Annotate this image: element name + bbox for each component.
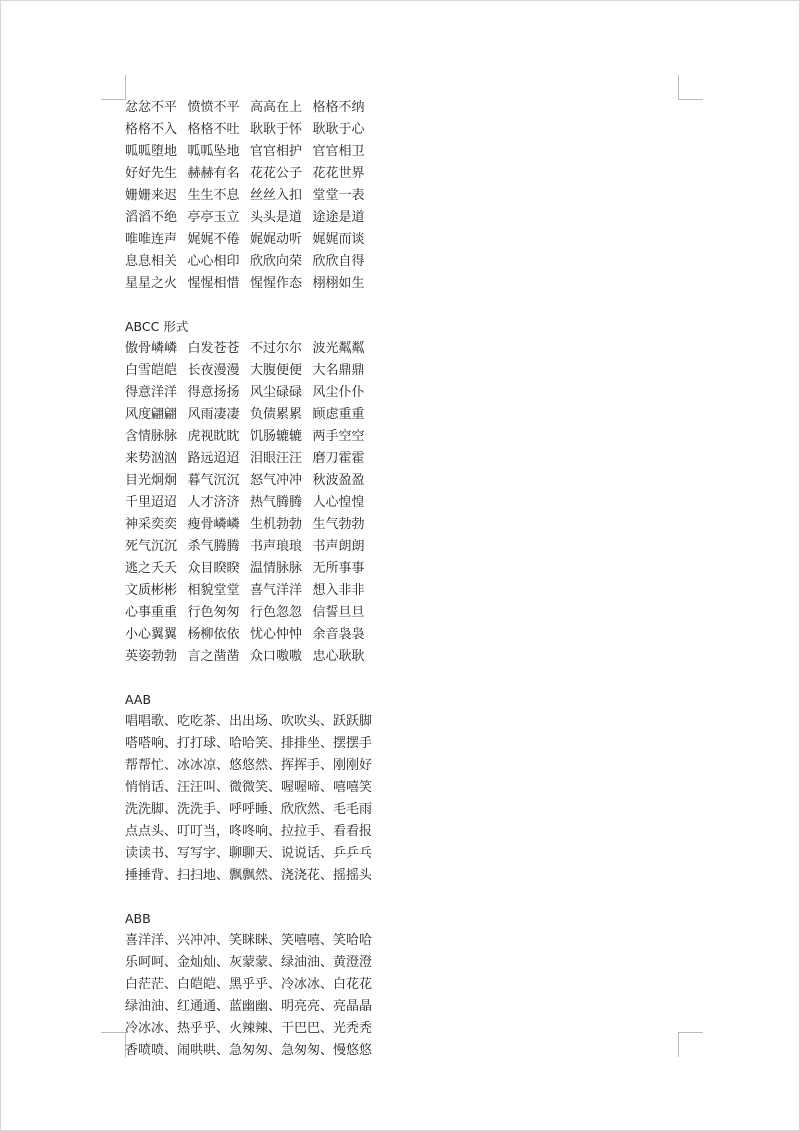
idiom-item: 姗姗来迟 (125, 188, 178, 203)
idiom-item: 负债累累 (250, 407, 303, 422)
idiom-item: 死气沉沉 (125, 539, 178, 554)
idiom-item: 两手空空 (312, 429, 365, 444)
idiom-item: 目光炯炯 (125, 473, 178, 488)
idiom-row (125, 163, 685, 185)
idiom-item: 得意洋洋 (125, 385, 178, 400)
idiom-item: 丝丝入扣 (250, 188, 303, 203)
idiom-item: 风雨凄凄 (187, 407, 240, 422)
idiom-row (125, 273, 685, 295)
idiom-item: 高高在上 (250, 100, 303, 115)
word-line: 点点头、叮叮当，咚咚响、拉拉手、看看报 (125, 824, 373, 839)
idiom-item: 书声琅琅 (250, 539, 303, 554)
idiom-item: 呱呱堕地 (125, 144, 178, 159)
idiom-item: 心心相印 (187, 254, 240, 269)
idiom-row (125, 229, 685, 251)
idiom-item: 温情脉脉 (250, 561, 303, 576)
idiom-item: 无所事事 (312, 561, 365, 576)
idiom-row (125, 251, 685, 273)
idiom-item: 栩栩如生 (312, 276, 365, 291)
idiom-item: 顾虑重重 (312, 407, 365, 422)
idiom-item: 相貌堂堂 (187, 583, 240, 598)
idiom-item: 格格不入 (125, 122, 178, 137)
section-heading-abcc: ABCC 形式 (125, 319, 189, 334)
idiom-item: 泪眼汪汪 (250, 451, 303, 466)
idiom-item: 众口嗷嗷 (250, 649, 303, 664)
word-line: 洗洗脚、洗洗手、呼呼睡、欣欣然、毛毛雨 (125, 802, 373, 817)
idiom-item: 喜气洋洋 (250, 583, 303, 598)
idiom-row (125, 338, 685, 360)
idiom-item: 逃之夭夭 (125, 561, 178, 576)
idiom-item: 官官相卫 (312, 144, 365, 159)
idiom-item: 星星之火 (125, 276, 178, 291)
idiom-item: 想入非非 (312, 583, 365, 598)
idiom-item: 英姿勃勃 (125, 649, 178, 664)
idiom-item: 人才济济 (187, 495, 240, 510)
idiom-item: 行色匆匆 (187, 605, 240, 620)
idiom-row (125, 646, 685, 668)
idiom-row (125, 97, 685, 119)
idiom-item: 不过尔尔 (250, 341, 303, 356)
idiom-item: 花花公子 (250, 166, 303, 181)
idiom-section-aabb (125, 97, 685, 295)
idiom-item: 欣欣自得 (312, 254, 365, 269)
idiom-item: 怒气冲冲 (250, 473, 303, 488)
idiom-item: 愤愤不平 (187, 100, 240, 115)
idiom-row (125, 207, 685, 229)
idiom-item: 惺惺作态 (250, 276, 303, 291)
idiom-item: 耿耿于心 (312, 122, 365, 137)
idiom-item: 白雪皑皑 (125, 363, 178, 378)
idiom-item: 忧心忡忡 (250, 627, 303, 642)
idiom-item: 余音袅袅 (312, 627, 365, 642)
idiom-item: 途途是道 (312, 210, 365, 225)
word-line: 读读书、写写字、聊聊天、说说话、乒乒乓 (125, 846, 373, 861)
idiom-item: 风度翩翩 (125, 407, 178, 422)
idiom-item: 白发苍苍 (187, 341, 240, 356)
idiom-item: 长夜漫漫 (187, 363, 240, 378)
idiom-item: 众目睽睽 (187, 561, 240, 576)
idiom-item: 杨柳依依 (187, 627, 240, 642)
idiom-item: 风尘碌碌 (250, 385, 303, 400)
idiom-row (125, 360, 685, 382)
idiom-item: 小心翼翼 (125, 627, 178, 642)
word-section-abb (125, 930, 685, 1062)
word-line: 白茫茫、白皑皑、黑乎乎、冷冰冰、白花花 (125, 977, 373, 992)
idiom-item: 忿忿不平 (125, 100, 178, 115)
idiom-item: 惺惺相惜 (187, 276, 240, 291)
idiom-item: 虎视眈眈 (187, 429, 240, 444)
idiom-item: 呱呱坠地 (187, 144, 240, 159)
idiom-item: 波光粼粼 (312, 341, 365, 356)
idiom-item: 花花世界 (312, 166, 365, 181)
idiom-item: 信誓旦旦 (312, 605, 365, 620)
idiom-row (125, 185, 685, 207)
idiom-item: 娓娓不倦 (187, 232, 240, 247)
word-line: 绿油油、红通通、蓝幽幽、明亮亮、亮晶晶 (125, 999, 373, 1014)
idiom-item: 滔滔不绝 (125, 210, 178, 225)
idiom-item: 磨刀霍霍 (312, 451, 365, 466)
document-body (125, 97, 685, 1062)
word-line: 喜洋洋、兴冲冲、笑眯眯、笑嘻嘻、笑哈哈 (125, 933, 373, 948)
idiom-item: 生机勃勃 (250, 517, 303, 532)
idiom-item: 心事重重 (125, 605, 178, 620)
idiom-row (125, 141, 685, 163)
idiom-item: 息息相关 (125, 254, 178, 269)
idiom-row (125, 536, 685, 558)
idiom-row (125, 470, 685, 492)
idiom-item: 暮气沉沉 (187, 473, 240, 488)
idiom-item: 耿耿于怀 (250, 122, 303, 137)
idiom-item: 来势汹汹 (125, 451, 178, 466)
word-line: 唱唱歌、吃吃茶、出出场、吹吹头、跃跃脚 (125, 714, 373, 729)
idiom-item: 生生不息 (187, 188, 240, 203)
idiom-row (125, 602, 685, 624)
word-line: 冷冰冰、热乎乎、火辣辣、干巴巴、光秃秃 (125, 1021, 373, 1036)
word-section-aab (125, 711, 685, 887)
section-heading-abb: ABB (125, 911, 151, 926)
idiom-item: 神采奕奕 (125, 517, 178, 532)
idiom-row (125, 404, 685, 426)
idiom-item: 行色忽忽 (250, 605, 303, 620)
idiom-item: 傲骨嶙嶙 (125, 341, 178, 356)
idiom-item: 千里迢迢 (125, 495, 178, 510)
idiom-item: 头头是道 (250, 210, 303, 225)
idiom-row (125, 624, 685, 646)
idiom-item: 忠心耿耿 (312, 649, 365, 664)
idiom-item: 赫赫有名 (187, 166, 240, 181)
idiom-item: 娓娓而谈 (312, 232, 365, 247)
idiom-item: 秋波盈盈 (312, 473, 365, 488)
word-line: 捶捶背、扫扫地、飘飘然、浇浇花、摇摇头 (125, 868, 373, 883)
idiom-row (125, 448, 685, 470)
idiom-item: 大腹便便 (250, 363, 303, 378)
idiom-row (125, 382, 685, 404)
crop-mark-bottom-left (101, 1032, 126, 1057)
idiom-item: 格格不吐 (187, 122, 240, 137)
idiom-item: 格格不纳 (312, 100, 365, 115)
idiom-row (125, 558, 685, 580)
word-line: 乐呵呵、金灿灿、灰蒙蒙、绿油油、黄澄澄 (125, 955, 373, 970)
word-line: 香喷喷、闹哄哄、急匆匆、急匆匆、慢悠悠 (125, 1043, 373, 1058)
section-heading-aab: AAB (125, 692, 152, 707)
idiom-item: 亭亭玉立 (187, 210, 240, 225)
idiom-item: 路远迢迢 (187, 451, 240, 466)
idiom-item: 含情脉脉 (125, 429, 178, 444)
word-line: 帮帮忙、冰冰凉、悠悠然、挥挥手、刚刚好 (125, 758, 373, 773)
idiom-item: 欣欣向荣 (250, 254, 303, 269)
idiom-row (125, 580, 685, 602)
idiom-item: 大名鼎鼎 (312, 363, 365, 378)
idiom-row (125, 426, 685, 448)
idiom-item: 生气勃勃 (312, 517, 365, 532)
idiom-item: 文质彬彬 (125, 583, 178, 598)
idiom-item: 饥肠辘辘 (250, 429, 303, 444)
idiom-item: 热气腾腾 (250, 495, 303, 510)
idiom-item: 好好先生 (125, 166, 178, 181)
idiom-item: 杀气腾腾 (187, 539, 240, 554)
idiom-item: 书声朗朗 (312, 539, 365, 554)
idiom-item: 唯唯连声 (125, 232, 178, 247)
idiom-section-abcc (125, 338, 685, 668)
idiom-row (125, 119, 685, 141)
idiom-item: 风尘仆仆 (312, 385, 365, 400)
idiom-item: 人心惶惶 (312, 495, 365, 510)
idiom-item: 得意扬扬 (187, 385, 240, 400)
idiom-row (125, 514, 685, 536)
idiom-item: 娓娓动听 (250, 232, 303, 247)
idiom-item: 官官相护 (250, 144, 303, 159)
idiom-item: 言之凿凿 (187, 649, 240, 664)
crop-mark-top-left (101, 75, 126, 100)
word-line: 嗒嗒响、打打球、哈哈笑、排排坐、摆摆手 (125, 736, 373, 751)
word-line: 悄悄话、汪汪叫、微微笑、喔喔啼、嘻嘻笑 (125, 780, 373, 795)
idiom-item: 瘦骨嶙嶙 (187, 517, 240, 532)
idiom-item: 堂堂一表 (312, 188, 365, 203)
idiom-row (125, 492, 685, 514)
